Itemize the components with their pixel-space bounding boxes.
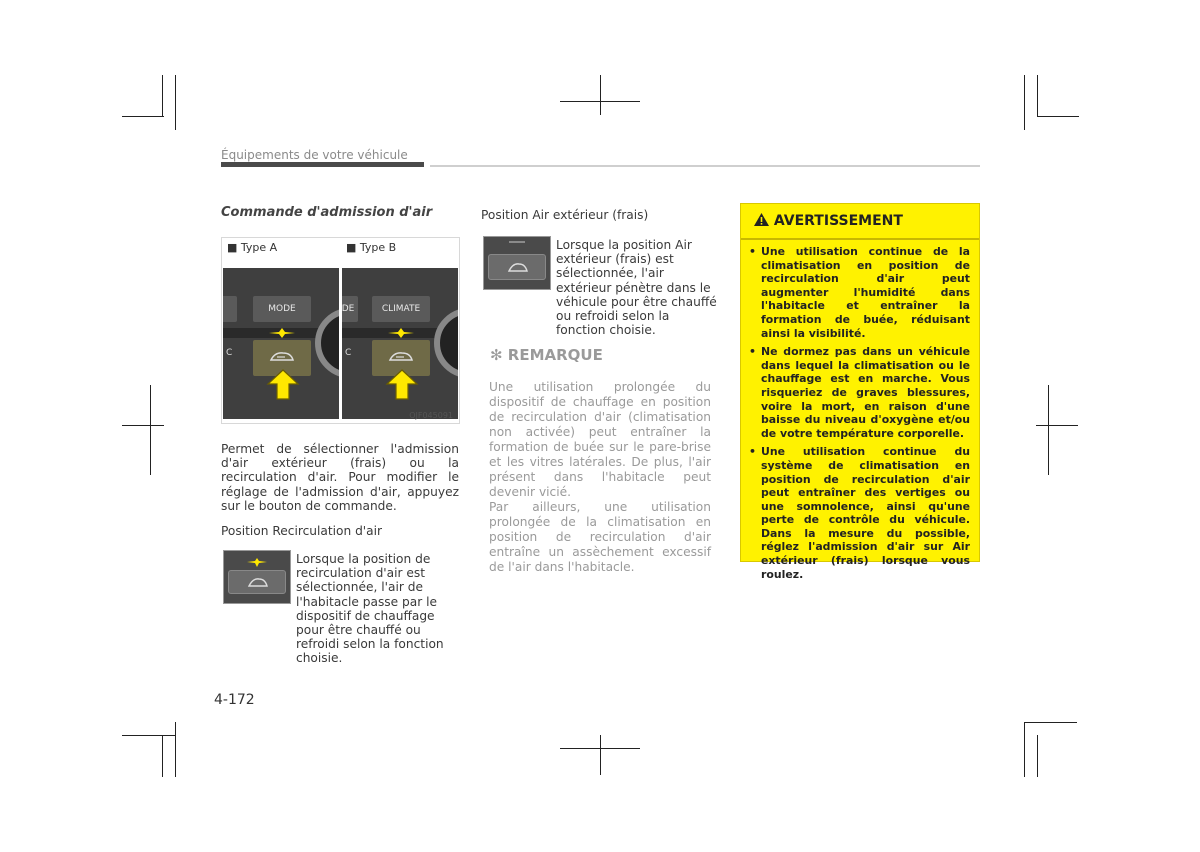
edge-button: C <box>345 348 352 358</box>
control-panel-figure <box>221 237 460 424</box>
edge-button: DE <box>342 296 358 322</box>
page-number: 4-172 <box>214 692 255 708</box>
crop-mark <box>162 735 163 777</box>
crop-mark <box>122 116 164 117</box>
running-header: Équipements de votre véhicule <box>221 148 408 162</box>
knob <box>315 308 339 378</box>
crop-mark <box>1024 75 1025 130</box>
indicator-off <box>509 241 525 243</box>
header-rule-dark <box>221 162 424 167</box>
recirc-button <box>228 570 286 594</box>
warning-list <box>747 245 970 586</box>
warning-icon <box>754 213 769 229</box>
type-a-label: ■ Type A <box>227 241 278 254</box>
recirc-heading: Position Recirculation d'air <box>221 524 383 538</box>
panel-type-a <box>223 268 339 419</box>
section-title: Commande d'admission d'air <box>221 205 433 220</box>
crop-mark <box>150 385 151 475</box>
type-b-label: ■ Type B <box>346 241 397 254</box>
fresh-button <box>488 254 546 280</box>
figure-code: OJF045091 <box>409 411 453 420</box>
indicator-glow <box>386 323 416 333</box>
fresh-heading: Position Air extérieur (frais) <box>481 208 649 222</box>
crop-mark <box>175 75 176 130</box>
warning-rule <box>741 238 979 240</box>
remark-title: ✻ REMARQUE <box>490 346 603 364</box>
remark-paragraph: Une utilisation prolongée du dispositif de chauffage en position de recirculation d'air (climatisation non activée) peut entraîner la formation de buée sur le pare-brise et les vitres latérales. De plus, l'air présent dans l'habitacle peut devenir vicié. Par ailleurs, une utilisation prolongée de la climatisation en position de recirculation d'air entraîne un assèchement excessif de l'air dans l'habitacle. <box>489 380 711 574</box>
climate-button: CLIMATE <box>372 296 430 322</box>
recirc-button-image <box>223 550 291 604</box>
crop-mark <box>1036 425 1078 426</box>
warning-box <box>740 203 980 581</box>
mode-button: MODE <box>253 296 311 322</box>
panel-type-b <box>342 268 458 419</box>
arrow-up-icon <box>385 368 419 406</box>
warning-heading <box>754 213 903 229</box>
knob <box>434 308 458 378</box>
crop-mark <box>1037 735 1038 777</box>
edge-button <box>223 296 237 322</box>
crop-mark <box>1024 722 1077 723</box>
warning-item: • Ne dormez pas dans un véhicule dans lequel la climatisation ou le chauffage est en marche. Vous risqueriez de graves blessures, voire la mort, en raison d'une baisse du niveau d'oxygène et/ou de votre température corporelle. <box>749 345 970 440</box>
crop-mark <box>600 735 601 775</box>
edge-button: C <box>226 348 233 358</box>
crop-mark <box>175 722 176 777</box>
crop-mark <box>122 425 164 426</box>
warning-item: • Une utilisation continue du système de climatisation en position de recirculation d'air peut entraîner des vertiges ou une somnolence, ainsi qu'une perte de contrôle du véhicule. Dans la mesure du possible, réglez l'admission d'air sur Air extérieur (frais) lorsque vous roulez. <box>749 445 970 581</box>
intro-paragraph: Permet de sélectionner l'admission d'air extérieur (frais) ou la recirculation d'air. Pour modifier le réglage de l'admission d'air, appuyez sur le bouton de commande. <box>221 442 459 513</box>
crop-mark <box>1037 75 1038 117</box>
crop-mark <box>1024 722 1025 777</box>
arrow-up-icon <box>266 368 300 406</box>
warning-item: • Une utilisation continue de la climatisation en position de recirculation d'air peut augmenter l'humidité dans l'habitacle et entraîner la formation de buée, réduisant ainsi la visibilité. <box>749 245 970 340</box>
indicator-glow <box>246 552 268 571</box>
crop-mark <box>600 75 601 115</box>
recirc-paragraph: Lorsque la position de recirculation d'air est sélectionnée, l'air de l'habitacle passe par le dispositif de chauffage pour être chauffé ou refroidi selon la fonction choisie. <box>296 552 444 666</box>
crop-mark <box>1037 116 1079 117</box>
crop-mark <box>162 75 163 117</box>
indicator-glow <box>267 323 297 333</box>
fresh-paragraph: Lorsque la position Air extérieur (frais) est sélectionnée, l'air extérieur pénètre dans le véhicule pour être chauffé ou refroidi selon la fonction choisie. <box>556 238 717 338</box>
warning-title: AVERTISSEMENT <box>773 213 903 229</box>
header-rule-light <box>430 165 980 167</box>
crop-mark <box>122 735 175 736</box>
crop-mark <box>1048 385 1049 475</box>
fresh-button-image <box>483 236 551 290</box>
